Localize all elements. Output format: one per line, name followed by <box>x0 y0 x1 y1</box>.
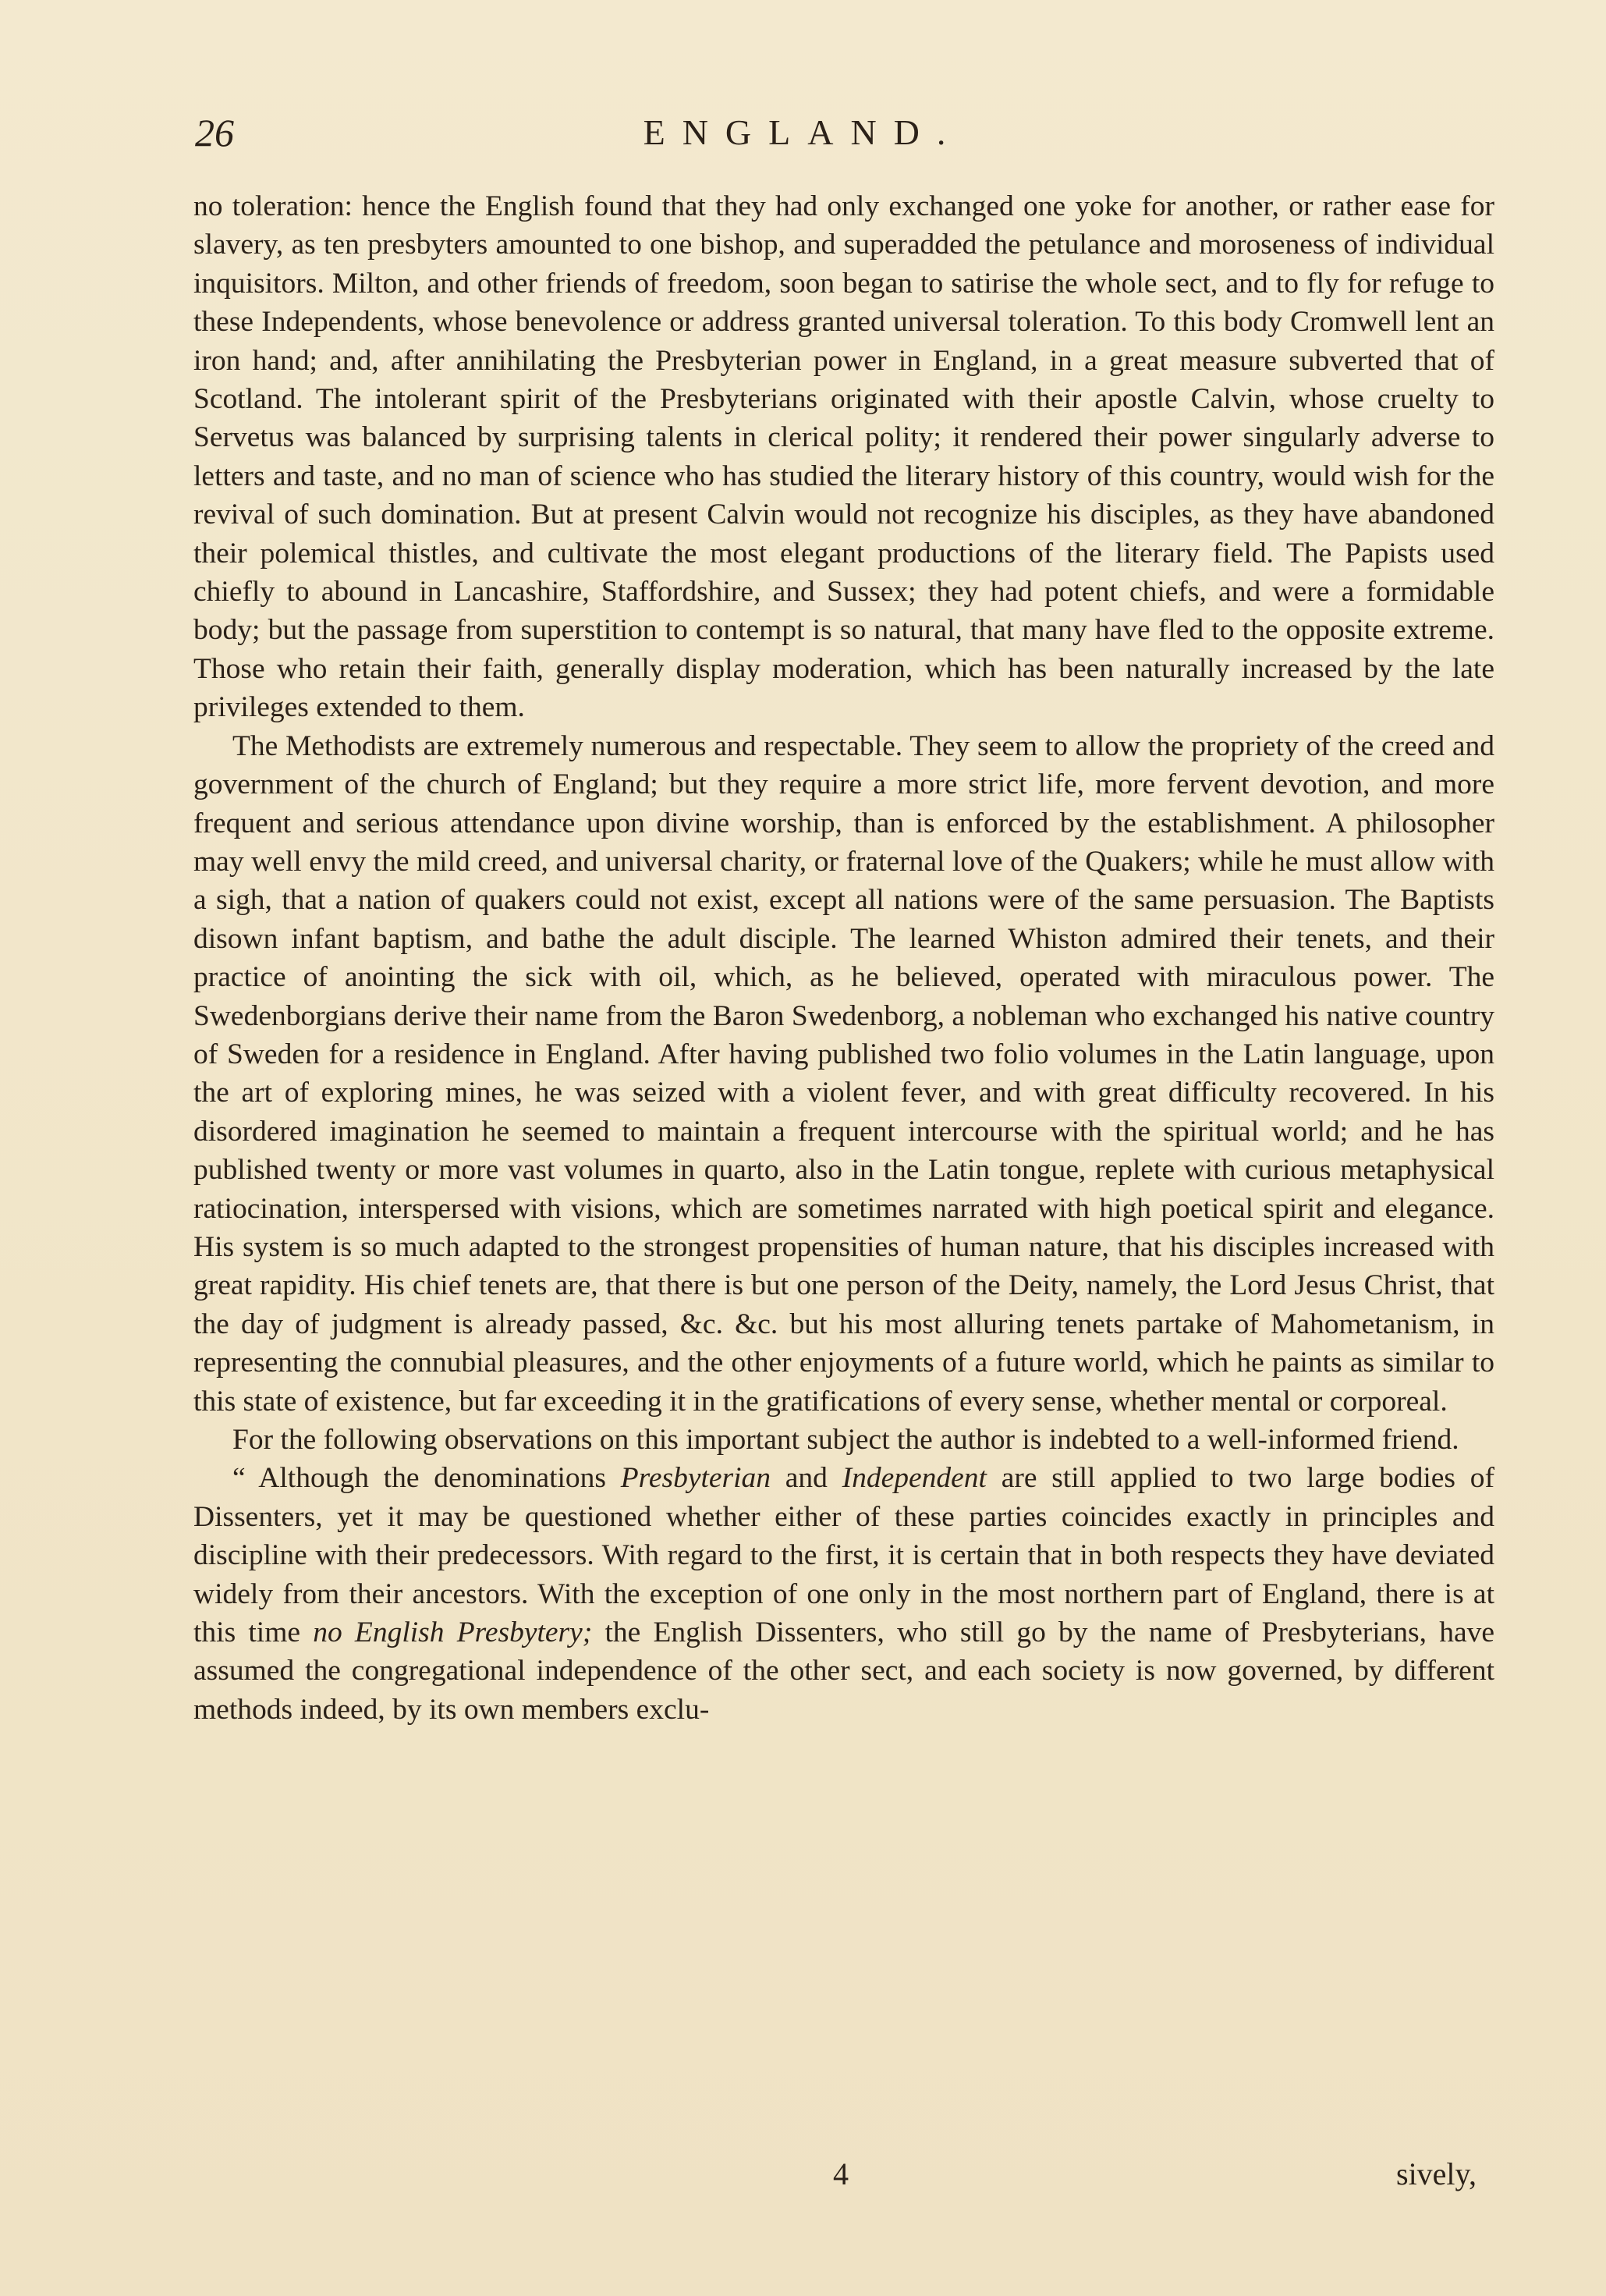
quote-text: are still applied to two large bodies of Dissenters, yet it may be questioned whether either of these parties coincides exactly in principles and discipline with their predecessors. With regard to the first, it is certain that in both respects they have deviated widely from their ancestors. With the exception of one only in the most northern part of England, there is at this time <box>193 1462 1494 1649</box>
italic-term-presbyterian: Presbyterian <box>620 1462 771 1495</box>
body-text <box>193 187 1494 1729</box>
paragraph-methodists: The Methodists are extremely numerous and respectable. They seem to allow the propriety of the creed and government of the church of England; but they require a more strict life, more fervent devotion, and more frequent and serious attendance upon divine worship, than is enforced by the establishment. A philosopher may well envy the mild creed, and universal charity, or fraternal love of the Quakers; while he must allow with a sigh, that a nation of quakers could not exist, except all nations were of the same persuasion. The Baptists disown infant baptism, and bathe the adult disciple. The learned Whiston admired their tenets, and their practice of anointing the sick with oil, which, as he believed, operated with miraculous power. The Swedenborgians derive their name from the Baron Swedenborg, a nobleman who exchanged his native country of Sweden for a residence in England. After having published two folio volumes in the Latin language, upon the art of exploring mines, he was seized with a violent fever, and with great difficulty recovered. In his disordered imagination he seemed to maintain a frequent intercourse with the spiritual world; and he has published twenty or more vast volumes in quarto, also in the Latin tongue, replete with curious metaphysical ratiocination, interspersed with visions, which are sometimes narrated with high poetical spirit and elegance. His system is so much adapted to the strongest propensities of human nature, that his disciples increased with great rapidity. His chief tenets are, that there is but one person of the Deity, namely, the Lord Jesus Christ, that the day of judgment is already passed, &c. &c. but his most alluring tenets partake of Mahometanism, in representing the connubial pleasures, and the other enjoyments of a future world, which he paints as similar to this state of existence, but far exceeding it in the gratifications of every sense, whether mental or corporeal. <box>193 729 1494 1418</box>
quote-text: and <box>771 1462 842 1495</box>
paragraph-toleration: no toleration: hence the English found that they had only exchanged one yoke for another, or rather ease for slavery, as ten presbyters amounted to one bishop, and superadded the petulance and moroseness of individual inquisitors. Milton, and other friends of freedom, soon began to satirise the whole sect, and to fly for refuge to these Independents, whose benevolence or address granted universal toleration. To this body Cromwell lent an iron hand; and, after annihilating the Presbyterian power in England, in a great measure subverted that of Scotland. The intolerant spirit of the Presbyterians originated with their apostle Calvin, whose cruelty to Servetus was balanced by surprising talents in clerical polity; it rendered their power singularly adverse to letters and taste, and no man of science who has studied the literary history of this country, would wish for the revival of such domination. But at present Calvin would not recognize his disciples, as they have abandoned their polemical thistles, and cultivate the most elegant productions of the literary field. The Papists used chiefly to abound in Lancashire, Staffordshire, and Sussex; they had potent chiefs, and were a formidable body; but the passage from superstition to contempt is so natural, that many have fled to the opposite extreme. Those who retain their faith, generally display moderation, which has been naturally increased by the late privileges extended to them. <box>193 190 1494 724</box>
signature-mark: 4 <box>833 2156 849 2191</box>
italic-term-no-english-presbytery: no English Presbytery; <box>313 1616 593 1649</box>
running-head: ENGLAND. <box>643 112 963 152</box>
catchword: sively, <box>1396 2156 1477 2191</box>
italic-term-independent: Independent <box>842 1462 987 1495</box>
quote-text: the English Dissenters, who still go by the name of Presbyterians, have assumed the congregational independence of the other sect, and each society is now governed, by different methods indeed, by its own members exclu- <box>193 1616 1494 1726</box>
paragraph-observations-intro: For the following observations on this important subject the author is indebted to a well-informed friend. <box>232 1424 1459 1456</box>
quote-text: “ Although the denominations <box>232 1462 621 1495</box>
paragraph-dissenters-quote <box>193 1459 1494 1729</box>
page-number: 26 <box>195 111 234 154</box>
